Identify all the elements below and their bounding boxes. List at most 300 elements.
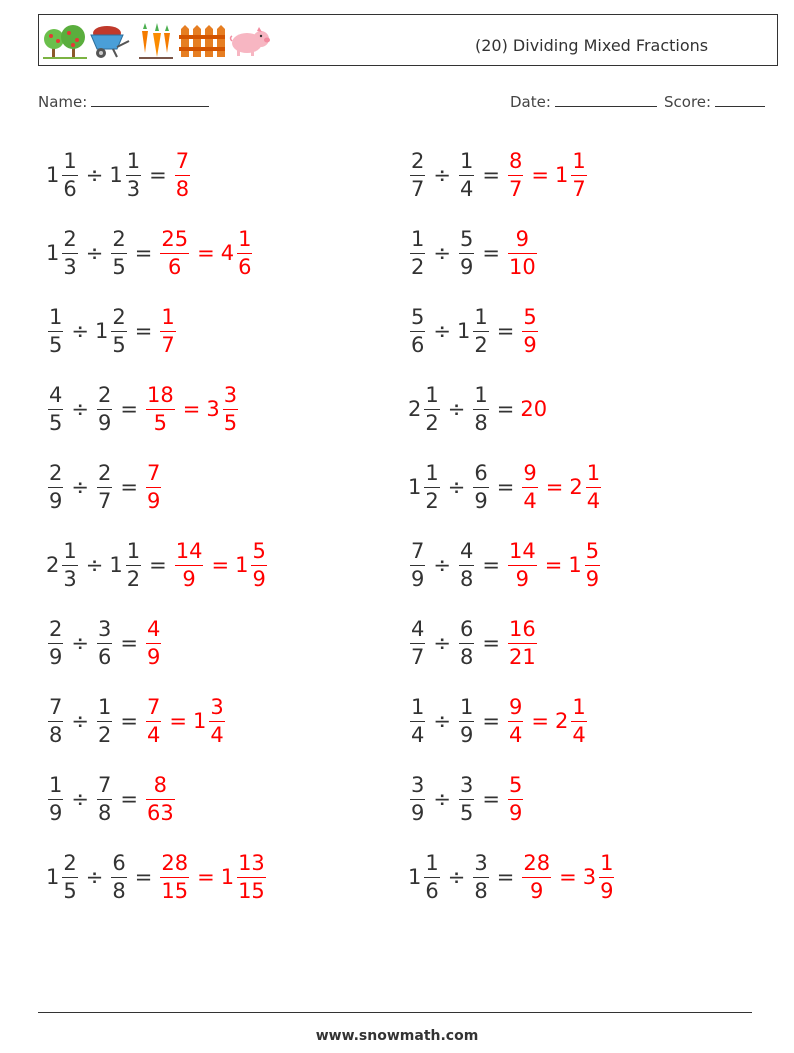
fraction xyxy=(97,616,112,669)
fraction-bar xyxy=(97,487,112,488)
mixed-number xyxy=(46,772,65,825)
divide-sign: ÷ xyxy=(433,787,451,811)
fraction xyxy=(459,694,474,747)
denominator: 9 xyxy=(508,800,523,825)
numerator: 1 xyxy=(425,382,439,407)
name-line[interactable] xyxy=(91,92,209,107)
fraction-bar xyxy=(146,409,175,410)
divide-sign: ÷ xyxy=(71,631,89,655)
denominator: 8 xyxy=(97,800,112,825)
divide-sign: ÷ xyxy=(71,397,89,421)
mixed-number xyxy=(506,694,525,747)
numerator: 1 xyxy=(97,694,112,719)
divide-sign: ÷ xyxy=(433,553,451,577)
mixed-number xyxy=(582,850,617,903)
numerator: 1 xyxy=(49,304,63,329)
mixed-number xyxy=(144,772,177,825)
footer-divider xyxy=(38,1012,752,1013)
fraction-bar xyxy=(48,799,63,800)
fraction-bar xyxy=(146,799,175,800)
fraction xyxy=(160,850,189,903)
fraction xyxy=(473,382,488,435)
pig-icon xyxy=(229,21,271,61)
denominator: 2 xyxy=(425,410,439,435)
whole-part: 2 xyxy=(46,553,60,577)
denominator: 9 xyxy=(146,488,161,513)
fraction-bar xyxy=(251,565,266,566)
denominator: 2 xyxy=(474,332,488,357)
whole-part: 1 xyxy=(568,553,582,577)
fraction xyxy=(508,694,523,747)
numerator: 13 xyxy=(238,850,265,875)
fraction-bar xyxy=(48,643,63,644)
whole-part: 1 xyxy=(46,163,60,187)
divide-sign: ÷ xyxy=(71,709,89,733)
mixed-number xyxy=(408,226,427,279)
fraction-bar xyxy=(175,175,190,176)
denominator: 5 xyxy=(153,410,168,435)
fraction xyxy=(571,694,586,747)
numerator: 9 xyxy=(515,226,530,251)
mixed-number xyxy=(568,538,602,591)
denominator: 7 xyxy=(97,488,112,513)
answer xyxy=(506,538,602,591)
mixed-number xyxy=(408,772,427,825)
denominator: 5 xyxy=(112,254,126,279)
answer xyxy=(144,382,240,435)
denominator: 5 xyxy=(63,878,77,903)
score-line[interactable] xyxy=(715,92,765,107)
numerator: 9 xyxy=(523,460,537,485)
denominator: 5 xyxy=(223,410,238,435)
fraction-bar xyxy=(111,877,126,878)
fraction-bar xyxy=(599,877,614,878)
whole-part: 1 xyxy=(94,319,109,343)
equals-sign: = xyxy=(496,475,515,499)
fraction xyxy=(459,772,474,825)
mixed-number xyxy=(506,772,525,825)
numerator: 28 xyxy=(523,850,551,875)
mixed-number xyxy=(457,538,476,591)
fraction xyxy=(424,382,439,435)
whole-part: 1 xyxy=(408,865,422,889)
equals-sign: = xyxy=(197,241,215,265)
numerator: 28 xyxy=(161,850,189,875)
fraction-bar xyxy=(410,721,425,722)
whole-part: 1 xyxy=(235,553,249,577)
fraction xyxy=(48,772,63,825)
mixed-number xyxy=(506,148,525,201)
numerator: 2 xyxy=(411,148,425,173)
fraction-bar xyxy=(522,331,537,332)
whole-part: 2 xyxy=(408,397,422,421)
mixed-number xyxy=(95,616,114,669)
whole-part: 3 xyxy=(206,397,220,421)
fraction-bar xyxy=(146,721,161,722)
problem-row xyxy=(46,847,268,907)
fraction xyxy=(410,538,425,591)
numerator: 3 xyxy=(97,616,112,641)
fraction-bar xyxy=(424,409,439,410)
answer xyxy=(158,304,177,357)
numerator: 1 xyxy=(572,694,586,719)
fraction-bar xyxy=(160,253,189,254)
fraction xyxy=(410,772,425,825)
numerator: 2 xyxy=(97,460,112,485)
denominator: 6 xyxy=(97,644,112,669)
numerator: 1 xyxy=(474,304,488,329)
mixed-number xyxy=(408,460,442,513)
fraction-bar xyxy=(424,487,439,488)
fraction xyxy=(459,148,474,201)
mixed-number xyxy=(471,382,490,435)
equals-sign: = xyxy=(482,553,500,577)
numerator: 6 xyxy=(112,850,126,875)
numerator: 1 xyxy=(600,850,614,875)
numerator: 2 xyxy=(49,460,63,485)
problem-row xyxy=(46,457,163,517)
answer xyxy=(506,226,539,279)
fraction-bar xyxy=(410,643,425,644)
mixed-number xyxy=(554,148,589,201)
numerator: 3 xyxy=(474,850,488,875)
mixed-number xyxy=(408,304,427,357)
numerator: 7 xyxy=(146,694,161,719)
denominator: 4 xyxy=(523,488,537,513)
denominator: 8 xyxy=(474,410,488,435)
mixed-number xyxy=(520,304,539,357)
fraction xyxy=(508,772,523,825)
mixed-number xyxy=(109,148,143,201)
denominator: 7 xyxy=(411,176,425,201)
fraction xyxy=(111,304,126,357)
mixed-number xyxy=(457,694,476,747)
date-line[interactable] xyxy=(555,92,657,107)
fraction-bar xyxy=(237,253,252,254)
fraction-bar xyxy=(459,175,474,176)
answer xyxy=(506,616,539,669)
mixed-number xyxy=(46,148,80,201)
numerator: 1 xyxy=(411,226,425,251)
mixed-number xyxy=(95,772,114,825)
mixed-number xyxy=(95,382,114,435)
numerator: 3 xyxy=(210,694,224,719)
numerator: 7 xyxy=(49,694,63,719)
numerator: 8 xyxy=(508,148,523,173)
denominator: 5 xyxy=(459,800,474,825)
fraction xyxy=(126,538,141,591)
denominator: 3 xyxy=(126,176,141,201)
fraction-bar xyxy=(522,877,551,878)
mixed-number xyxy=(94,304,129,357)
fraction xyxy=(48,460,63,513)
problem-row xyxy=(408,847,616,907)
denominator: 10 xyxy=(508,254,536,279)
fraction xyxy=(223,382,238,435)
mixed-number xyxy=(192,694,227,747)
equals-sign: = xyxy=(482,787,500,811)
fraction-bar xyxy=(111,331,126,332)
fraction-bar xyxy=(62,877,77,878)
mixed-number xyxy=(46,304,65,357)
fraction-bar xyxy=(146,487,161,488)
numerator: 4 xyxy=(49,382,63,407)
mixed-number xyxy=(46,460,65,513)
numerator: 1 xyxy=(63,148,77,173)
denominator: 4 xyxy=(508,722,523,747)
mixed-number xyxy=(46,694,65,747)
fraction xyxy=(237,850,266,903)
denominator: 9 xyxy=(600,878,614,903)
whole-part: 1 xyxy=(46,865,60,889)
denominator: 21 xyxy=(508,644,536,669)
answer xyxy=(520,850,616,903)
answer xyxy=(144,616,163,669)
wheelbarrow-icon xyxy=(89,21,131,61)
denominator: 9 xyxy=(97,410,112,435)
fraction xyxy=(473,850,488,903)
numerator: 7 xyxy=(175,148,190,173)
whole-part: 2 xyxy=(569,475,583,499)
problem-row xyxy=(408,535,602,595)
fraction-bar xyxy=(508,799,523,800)
problem-row xyxy=(46,691,227,751)
answer xyxy=(144,772,177,825)
fraction-bar xyxy=(410,175,425,176)
fraction xyxy=(97,382,112,435)
fraction xyxy=(599,850,614,903)
mixed-number xyxy=(471,850,490,903)
fraction xyxy=(175,148,190,201)
denominator: 6 xyxy=(238,254,252,279)
problem-row xyxy=(46,769,177,829)
denominator: 4 xyxy=(146,722,161,747)
fraction-bar xyxy=(97,643,112,644)
mixed-number xyxy=(408,616,427,669)
answer xyxy=(158,850,267,903)
equals-sign: = xyxy=(149,553,167,577)
denominator: 9 xyxy=(49,800,63,825)
numerator: 2 xyxy=(112,226,126,251)
mixed-number xyxy=(520,397,548,421)
numerator: 1 xyxy=(572,148,586,173)
worksheet-title: (20) Dividing Mixed Fractions xyxy=(475,36,709,55)
numerator: 5 xyxy=(508,772,523,797)
problem-row xyxy=(408,145,589,205)
tree-icon xyxy=(43,21,87,61)
mixed-number xyxy=(144,382,177,435)
denominator: 4 xyxy=(411,722,425,747)
fraction xyxy=(459,616,474,669)
score-field xyxy=(664,92,765,111)
header-box xyxy=(38,14,778,66)
denominator: 9 xyxy=(49,488,63,513)
fraction-bar xyxy=(586,487,601,488)
fraction xyxy=(62,148,77,201)
fraction xyxy=(424,850,439,903)
mixed-number xyxy=(520,850,553,903)
equals-sign: = xyxy=(149,163,167,187)
mixed-number xyxy=(46,226,80,279)
denominator: 6 xyxy=(63,176,77,201)
numerator: 4 xyxy=(459,538,474,563)
whole-part: 2 xyxy=(554,709,569,733)
mixed-number xyxy=(506,538,539,591)
fraction xyxy=(126,148,141,201)
fence-icon xyxy=(179,21,225,61)
fraction xyxy=(424,460,439,513)
denominator: 9 xyxy=(252,566,266,591)
divide-sign: ÷ xyxy=(71,319,89,343)
numerator: 1 xyxy=(49,772,63,797)
answer xyxy=(173,148,192,201)
name-field xyxy=(38,92,209,111)
denominator: 9 xyxy=(474,488,488,513)
mixed-number xyxy=(471,460,490,513)
numerator: 3 xyxy=(459,772,474,797)
fraction xyxy=(146,616,161,669)
date-field xyxy=(510,92,657,111)
numerator: 3 xyxy=(223,382,238,407)
whole-part: 1 xyxy=(456,319,471,343)
numerator: 2 xyxy=(112,304,126,329)
fraction xyxy=(97,460,112,513)
divide-sign: ÷ xyxy=(71,475,89,499)
answer xyxy=(506,148,589,201)
fraction-bar xyxy=(585,565,600,566)
problem-row xyxy=(46,223,254,283)
numerator: 2 xyxy=(97,382,112,407)
problem-row xyxy=(408,613,539,673)
date-label: Date: xyxy=(510,93,551,111)
equals-sign: = xyxy=(531,709,549,733)
footer-url: www.snowmath.com xyxy=(315,1028,479,1044)
fraction xyxy=(146,772,175,825)
fraction-bar xyxy=(473,331,488,332)
fraction-bar xyxy=(508,175,523,176)
mixed-number xyxy=(506,616,539,669)
divide-sign: ÷ xyxy=(85,163,104,187)
mixed-number xyxy=(408,850,442,903)
fraction-bar xyxy=(459,643,474,644)
fraction-bar xyxy=(508,253,537,254)
numerator: 5 xyxy=(252,538,266,563)
fraction xyxy=(48,304,63,357)
denominator: 6 xyxy=(425,878,439,903)
denominator: 9 xyxy=(411,566,425,591)
numerator: 3 xyxy=(411,772,425,797)
numerator: 2 xyxy=(63,850,77,875)
denominator: 2 xyxy=(425,488,439,513)
answer xyxy=(520,460,603,513)
denominator: 4 xyxy=(459,176,474,201)
whole-part: 20 xyxy=(520,397,548,421)
fraction xyxy=(522,460,537,513)
mixed-number xyxy=(109,538,143,591)
fraction-bar xyxy=(97,409,112,410)
equals-sign: = xyxy=(120,397,138,421)
fraction xyxy=(586,460,601,513)
denominator: 7 xyxy=(572,176,586,201)
fraction xyxy=(160,304,175,357)
mixed-number xyxy=(235,538,269,591)
fraction xyxy=(48,694,63,747)
fraction-bar xyxy=(459,799,474,800)
numerator: 5 xyxy=(523,304,537,329)
fraction xyxy=(146,460,161,513)
equals-sign: = xyxy=(496,319,515,343)
numerator: 7 xyxy=(146,460,161,485)
equals-sign: = xyxy=(169,709,187,733)
numerator: 1 xyxy=(411,694,425,719)
answer xyxy=(158,226,254,279)
problem-row xyxy=(408,301,540,361)
fraction-bar xyxy=(459,565,474,566)
divide-sign: ÷ xyxy=(433,163,451,187)
fraction xyxy=(410,304,425,357)
mixed-number xyxy=(109,850,128,903)
fraction-bar xyxy=(522,487,537,488)
mixed-number xyxy=(158,226,191,279)
denominator: 2 xyxy=(126,566,141,591)
divide-sign: ÷ xyxy=(447,865,466,889)
fraction xyxy=(508,616,537,669)
fraction xyxy=(410,616,425,669)
denominator: 2 xyxy=(97,722,112,747)
fraction-bar xyxy=(473,877,488,878)
mixed-number xyxy=(158,850,191,903)
equals-sign: = xyxy=(120,475,138,499)
fraction xyxy=(97,694,112,747)
denominator: 15 xyxy=(161,878,189,903)
fraction-bar xyxy=(209,721,224,722)
fraction-bar xyxy=(62,565,77,566)
fraction-bar xyxy=(459,721,474,722)
numerator: 1 xyxy=(474,382,488,407)
numerator: 1 xyxy=(161,304,175,329)
denominator: 8 xyxy=(112,878,126,903)
mixed-number xyxy=(173,538,206,591)
mixed-number xyxy=(144,616,163,669)
mixed-number xyxy=(506,226,539,279)
denominator: 5 xyxy=(49,410,63,435)
denominator: 7 xyxy=(411,644,425,669)
divide-sign: ÷ xyxy=(85,241,104,265)
mixed-number xyxy=(457,226,476,279)
fraction xyxy=(160,226,189,279)
fraction-bar xyxy=(97,799,112,800)
mixed-number xyxy=(95,694,114,747)
whole-part: 1 xyxy=(192,709,207,733)
answer xyxy=(144,460,163,513)
divide-sign: ÷ xyxy=(433,631,451,655)
denominator: 9 xyxy=(523,332,537,357)
equals-sign: = xyxy=(120,709,138,733)
equals-sign: = xyxy=(120,631,138,655)
divide-sign: ÷ xyxy=(85,553,104,577)
denominator: 63 xyxy=(146,800,174,825)
mixed-number xyxy=(569,460,603,513)
fraction xyxy=(508,148,523,201)
numerator: 18 xyxy=(146,382,174,407)
equals-sign: = xyxy=(482,631,500,655)
mixed-number xyxy=(408,148,427,201)
denominator: 4 xyxy=(572,722,586,747)
whole-part: 1 xyxy=(554,163,569,187)
numerator: 4 xyxy=(411,616,425,641)
equals-sign: = xyxy=(211,553,230,577)
mixed-number xyxy=(206,382,240,435)
